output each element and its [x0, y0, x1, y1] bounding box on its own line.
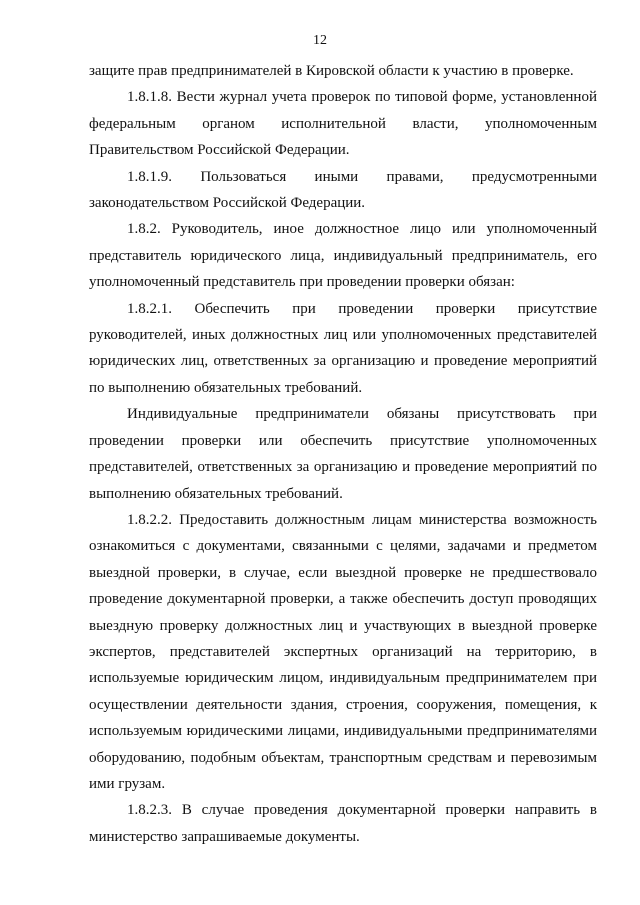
paragraph-1-8-1-8: 1.8.1.8. Вести журнал учета проверок по типовой форме, установленной федеральным органом исполнительной власти, уполномоченным Правительством Российской Федерации. — [89, 89, 597, 159]
document-body — [89, 58, 597, 850]
paragraph-1-8-2: 1.8.2. Руководитель, иное должностное лицо или уполномоченный представитель юридического лица, индивидуальный предприниматель, его уполномоченный представитель при проведении проверки обязан: — [89, 221, 597, 291]
paragraph-1-8-2-1: 1.8.2.1. Обеспечить при проведении проверки присутствие руководителей, иных должностных лиц или уполномоченных представителей юридических лиц, ответственных за организацию и проведение мероприятий по выполнению обязательных требований. — [89, 300, 597, 396]
paragraph-individual-entrepreneurs: Индивидуальные предприниматели обязаны присутствовать при проведении проверки или обеспечить присутствие уполномоченных представителей, ответственных за организацию и проведение мероприятий по выполнению обязательных требований. — [89, 406, 597, 502]
paragraph-continuation: защите прав предпринимателей в Кировской области к участию в проверке. — [89, 63, 574, 79]
page-number: 12 — [313, 33, 327, 48]
paragraph-1-8-1-9: 1.8.1.9. Пользоваться иными правами, предусмотренными законодательством Российской Федерации. — [89, 168, 597, 212]
paragraph-1-8-2-2: 1.8.2.2. Предоставить должностным лицам министерства возможность ознакомиться с документами, связанными с целями, задачами и предметом выездной проверки, в случае, если выездной проверке не предшествовало проведение документарной проверки, а также обеспечить доступ проводящих выездную проверку должностных лиц и участвующих в выездной проверке экспертов, представителей экспертных организаций на территорию, в используемые юридическим лицом, индивидуальным предпринимателем при осуществлении деятельности здания, строения, сооружения, помещения, к используемым юридическими лицами, индивидуальными предпринимателями оборудованию, подобным объектам, транспортным средствам и перевозимым ими грузам. — [89, 511, 597, 792]
paragraph-1-8-2-3: 1.8.2.3. В случае проведения документарной проверки направить в министерство запрашиваемые документы. — [89, 802, 597, 845]
